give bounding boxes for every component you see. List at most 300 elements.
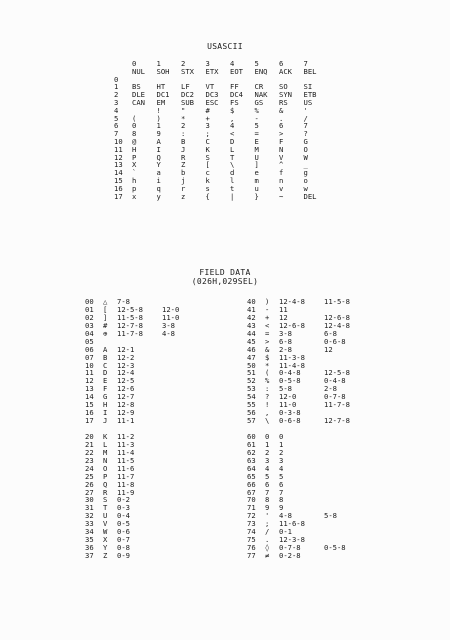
usascii-cell: B <box>181 136 186 146</box>
usascii-cell: z <box>181 191 186 201</box>
field-data-alt-punch <box>162 377 202 385</box>
field-data-code: 07 <box>85 352 94 362</box>
usascii-cell: BEL <box>303 66 317 76</box>
usascii-cell: 6 <box>279 121 284 131</box>
usascii-cell: h <box>132 175 137 185</box>
field-data-punch: 11-3-8 <box>279 352 305 362</box>
field-data-punch: 6 <box>279 479 284 489</box>
field-data-code: 43 <box>247 320 256 330</box>
field-data-code: 35 <box>85 535 94 545</box>
usascii-cell: J <box>181 144 186 154</box>
usascii-cell: v <box>279 183 284 193</box>
field-data-alt-punch: 0-4-8 <box>324 376 346 386</box>
field-data-right-column <box>247 298 364 560</box>
usascii-cell: m <box>254 175 259 185</box>
field-data-char: I <box>103 408 108 418</box>
field-data-punch: 4-8 <box>279 511 292 521</box>
field-data-punch: 5-8 <box>279 384 292 394</box>
usascii-cell: } <box>254 191 259 201</box>
field-data-char: N <box>103 455 108 465</box>
field-data-code: 47 <box>247 352 256 362</box>
usascii-cell: ETX <box>205 66 219 76</box>
usascii-cell: SUB <box>181 97 194 107</box>
usascii-cell: ACK <box>279 66 292 76</box>
field-data-punch: 12-4-8 <box>279 297 305 306</box>
field-data-code: 30 <box>85 495 94 505</box>
field-data-code: 70 <box>247 495 256 505</box>
usascii-cell: : <box>181 129 186 139</box>
field-data-char: U <box>103 511 108 521</box>
field-data-code: 57 <box>247 416 256 426</box>
usascii-cell: ( <box>132 113 137 123</box>
field-data-code: 60 <box>247 431 256 441</box>
field-data-char: \ <box>265 416 270 426</box>
field-data-char: W <box>103 527 108 537</box>
field-data-char: $ <box>265 352 270 362</box>
usascii-cell: @ <box>132 136 137 146</box>
field-data-punch: 11-2 <box>117 431 135 441</box>
field-data-char: E <box>103 376 108 386</box>
field-data-char: : <box>265 384 270 394</box>
usascii-cell: , <box>230 113 235 123</box>
field-data-char: J <box>103 416 108 426</box>
field-data-char: / <box>265 527 270 537</box>
usascii-cell: US <box>303 97 313 107</box>
field-data-alt-punch <box>324 520 364 528</box>
field-data-alt-punch <box>162 489 202 497</box>
field-data-punch: 12-5-8 <box>117 304 143 314</box>
field-data-char: 5 <box>265 471 270 481</box>
field-data-char: R <box>103 487 108 497</box>
field-data-code: 51 <box>247 368 256 378</box>
field-data-punch: 0-7 <box>117 535 130 545</box>
field-data-code: 20 <box>85 431 94 441</box>
usascii-cell: ' <box>303 105 308 115</box>
field-data-char: [ <box>103 304 108 314</box>
field-data-punch: 0-6 <box>117 527 130 537</box>
field-data-alt-punch <box>324 528 364 536</box>
field-data-code: 22 <box>85 447 94 457</box>
field-data-alt-punch <box>324 465 364 473</box>
usascii-cell: K <box>205 144 210 154</box>
field-data-code: 13 <box>85 384 94 394</box>
usascii-row <box>114 146 328 154</box>
field-data-char: Z <box>103 551 108 560</box>
field-data-char: = <box>265 328 270 338</box>
field-data-code: 27 <box>85 487 94 497</box>
field-data-char: O <box>103 463 108 473</box>
usascii-cell: i <box>156 175 161 185</box>
field-data-alt-punch <box>162 417 202 425</box>
field-data-punch: 12-3-8 <box>279 535 305 545</box>
usascii-cell: SOH <box>156 66 170 76</box>
usascii-column-header: 2 <box>181 59 186 68</box>
field-data-char: V <box>103 519 108 529</box>
usascii-cell: r <box>181 183 186 193</box>
usascii-row <box>114 68 328 76</box>
usascii-row <box>114 122 328 130</box>
field-data-punch: 0-3-8 <box>279 408 301 418</box>
usascii-cell: STX <box>181 66 194 76</box>
usascii-cell: V <box>279 152 284 162</box>
usascii-cell: Y <box>156 160 161 170</box>
usascii-cell: ~ <box>279 191 284 201</box>
field-data-alt-punch: 12-7-8 <box>324 416 350 426</box>
field-data-punch: 12-0 <box>279 392 297 402</box>
field-data-char: ) <box>265 297 270 306</box>
usascii-cell: RS <box>279 97 288 107</box>
usascii-row <box>114 169 328 177</box>
usascii-row <box>114 99 328 107</box>
field-data-alt-punch <box>162 393 202 401</box>
field-data-punch: 1 <box>279 439 284 449</box>
field-data-alt-punch <box>162 354 202 362</box>
field-data-punch: 9 <box>279 503 284 513</box>
usascii-header-row <box>114 60 328 68</box>
usascii-cell: ETB <box>303 90 317 100</box>
field-data-row <box>247 552 364 560</box>
usascii-cell: 0 <box>132 121 137 131</box>
field-data-char: T <box>103 503 108 513</box>
field-data-punch: 12-3 <box>117 360 135 370</box>
usascii-cell: 2 <box>181 121 186 131</box>
field-data-alt-punch <box>324 473 364 481</box>
field-data-char: ( <box>265 368 270 378</box>
usascii-cell: a <box>156 168 161 178</box>
field-data-char: 3 <box>265 455 270 465</box>
field-data-alt-punch <box>162 362 202 370</box>
field-data-code: 05 <box>85 336 94 346</box>
field-data-char: L <box>103 439 108 449</box>
field-data-char: ≠ <box>265 551 270 560</box>
field-data-code: 66 <box>247 479 256 489</box>
usascii-cell: NUL <box>132 66 145 76</box>
field-data-code: 40 <box>247 297 256 306</box>
usascii-cell: g <box>303 168 308 178</box>
field-data-code: 33 <box>85 519 94 529</box>
field-data-alt-punch <box>162 528 202 536</box>
field-data-alt-punch: 12-5-8 <box>324 368 350 378</box>
usascii-column-header: 6 <box>279 59 284 68</box>
field-data-alt-punch <box>162 465 202 473</box>
field-data-punch: 0-8 <box>117 543 130 553</box>
field-data-code: 21 <box>85 439 94 449</box>
field-data-alt-punch <box>162 401 202 409</box>
field-data-alt-punch <box>324 457 364 465</box>
field-data-code: 06 <box>85 344 94 354</box>
field-data-alt-punch: 0-7-8 <box>324 392 346 402</box>
usascii-cell: y <box>156 191 161 201</box>
usascii-cell: * <box>181 113 186 123</box>
field-data-code: 10 <box>85 360 94 370</box>
usascii-cell: j <box>181 175 186 185</box>
field-data-code: 61 <box>247 439 256 449</box>
field-data-alt-punch <box>324 441 364 449</box>
field-data-char: B <box>103 352 108 362</box>
usascii-row-label: 12 <box>114 152 123 162</box>
usascii-cell: w <box>303 183 308 193</box>
field-data-punch: 11-5 <box>117 455 135 465</box>
usascii-cell: VT <box>205 82 215 92</box>
usascii-cell: d <box>230 168 235 178</box>
field-data-punch: 3-8 <box>279 328 292 338</box>
field-data-char: < <box>265 320 270 330</box>
field-data-alt-punch: 12 <box>324 344 333 354</box>
usascii-cell: o <box>303 175 308 185</box>
usascii-cell: [ <box>205 160 210 170</box>
field-data-code: 16 <box>85 408 94 418</box>
field-data-code: 72 <box>247 511 256 521</box>
field-data-code: 73 <box>247 519 256 529</box>
field-data-punch: 0-7-8 <box>279 543 301 553</box>
usascii-row <box>114 76 328 84</box>
field-data-alt-punch <box>162 441 202 449</box>
usascii-cell: s <box>205 183 210 193</box>
field-data-alt-punch: 6-8 <box>324 328 337 338</box>
field-data-code: 64 <box>247 463 256 473</box>
usascii-cell: SYN <box>279 90 292 100</box>
field-data-title: FIELD DATA <box>199 268 251 277</box>
usascii-row-label: 15 <box>114 175 123 185</box>
usascii-cell: SO <box>279 82 288 92</box>
usascii-column-header: 4 <box>230 59 235 68</box>
usascii-cell: GS <box>254 97 264 107</box>
field-data-code: 53 <box>247 384 256 394</box>
field-data-code: 01 <box>85 304 94 314</box>
field-data-punch: 11-5-8 <box>117 312 143 322</box>
usascii-cell: FF <box>230 82 239 92</box>
usascii-column-header: 0 <box>132 59 137 68</box>
usascii-cell: EOT <box>230 66 243 76</box>
usascii-cell: F <box>279 136 284 146</box>
usascii-row-label: 6 <box>114 121 119 131</box>
field-data-code: 37 <box>85 551 94 560</box>
field-data-punch: 8 <box>279 495 284 505</box>
field-data-code: 11 <box>85 368 94 378</box>
usascii-cell: 1 <box>156 121 161 131</box>
field-data-code: 23 <box>85 455 94 465</box>
usascii-cell: p <box>132 183 137 193</box>
usascii-cell: . <box>279 113 284 123</box>
usascii-row-label: 0 <box>114 74 119 84</box>
field-data-char: . <box>265 535 270 545</box>
field-data-code: 15 <box>85 400 94 410</box>
field-data-code: 71 <box>247 503 256 513</box>
field-data-char: 8 <box>265 495 270 505</box>
field-data-punch: 12-2 <box>117 352 135 362</box>
usascii-row-label: 14 <box>114 168 123 178</box>
field-data-code: 63 <box>247 455 256 465</box>
field-data-char: # <box>103 320 108 330</box>
field-data-code: 55 <box>247 400 256 410</box>
field-data-char: 1 <box>265 439 270 449</box>
field-data-char: % <box>265 376 270 386</box>
usascii-cell: A <box>156 136 161 146</box>
usascii-cell: CAN <box>132 97 145 107</box>
usascii-cell: < <box>230 129 235 139</box>
usascii-row-label: 2 <box>114 90 119 100</box>
field-data-alt-punch: 5-8 <box>324 511 337 521</box>
field-data-alt-punch: 12-6-8 <box>324 312 350 322</box>
usascii-cell: BS <box>132 82 141 92</box>
field-data-alt-punch <box>162 369 202 377</box>
field-data-code: 74 <box>247 527 256 537</box>
usascii-row-label: 4 <box>114 105 119 115</box>
usascii-cell: # <box>205 105 210 115</box>
usascii-column-header: 3 <box>205 59 210 68</box>
field-data-punch: 12-7 <box>117 392 135 402</box>
field-data-alt-punch: 12-0 <box>162 304 180 314</box>
field-data-code: 17 <box>85 416 94 426</box>
field-data-alt-punch <box>162 385 202 393</box>
usascii-row <box>114 91 328 99</box>
usascii-cell: T <box>230 152 235 162</box>
field-data-char: S <box>103 495 108 505</box>
usascii-cell: & <box>279 105 284 115</box>
field-data-alt-punch <box>324 552 364 560</box>
field-data-punch: 0-2-8 <box>279 551 301 560</box>
field-data-char: ! <box>265 400 270 410</box>
field-data-alt-punch <box>162 536 202 544</box>
usascii-cell: + <box>205 113 210 123</box>
usascii-cell: HT <box>156 82 166 92</box>
field-data-alt-punch <box>324 489 364 497</box>
field-data-punch: 12-7-8 <box>117 320 143 330</box>
field-data-punch: 0-4 <box>117 511 130 521</box>
usascii-cell: 9 <box>156 129 161 139</box>
usascii-row <box>114 177 328 185</box>
field-data-alt-punch <box>162 496 202 504</box>
usascii-cell: 3 <box>205 121 210 131</box>
usascii-cell: X <box>132 160 137 170</box>
usascii-cell: G <box>303 136 308 146</box>
usascii-cell: 4 <box>230 121 235 131</box>
field-data-alt-punch <box>324 354 364 362</box>
usascii-cell: LF <box>181 82 190 92</box>
usascii-row <box>114 107 328 115</box>
usascii-cell: l <box>230 175 235 185</box>
field-data-code: 56 <box>247 408 256 418</box>
usascii-row <box>114 115 328 123</box>
field-data-alt-punch: 11-7-8 <box>324 400 350 410</box>
usascii-cell: W <box>303 152 308 162</box>
field-data-punch: 11-8 <box>117 479 135 489</box>
field-data-alt-punch <box>162 552 202 560</box>
usascii-cell: u <box>254 183 259 193</box>
usascii-cell: SI <box>303 82 313 92</box>
field-data-row <box>85 552 202 560</box>
field-data-code: 41 <box>247 304 256 314</box>
field-data-char: Y <box>103 543 108 553</box>
field-data-char: ' <box>265 511 270 521</box>
field-data-char: A <box>103 344 108 354</box>
usascii-cell: Z <box>181 160 186 170</box>
field-data-code: 03 <box>85 320 94 330</box>
field-data-alt-punch <box>162 346 202 354</box>
field-data-row <box>247 417 364 425</box>
usascii-cell: | <box>230 191 235 201</box>
usascii-cell: > <box>279 129 284 139</box>
usascii-cell: 7 <box>303 121 308 131</box>
field-data-alt-punch: 4-8 <box>162 328 175 338</box>
field-data-code: 34 <box>85 527 94 537</box>
field-data-code: 52 <box>247 376 256 386</box>
field-data-code: 24 <box>85 463 94 473</box>
field-data-punch: 12-1 <box>117 344 135 354</box>
usascii-cell: C <box>205 136 210 146</box>
usascii-cell: ; <box>205 129 210 139</box>
usascii-cell: S <box>205 152 210 162</box>
usascii-cell: E <box>254 136 259 146</box>
field-data-code: 45 <box>247 336 256 346</box>
field-data-alt-punch: 3-8 <box>162 320 175 330</box>
field-data-code: 46 <box>247 344 256 354</box>
field-data-punch: 0 <box>279 431 284 441</box>
usascii-cell: " <box>181 105 186 115</box>
usascii-column-header: 7 <box>303 59 308 68</box>
usascii-cell: f <box>279 168 284 178</box>
usascii-cell: P <box>132 152 137 162</box>
field-data-char: + <box>265 312 270 322</box>
usascii-cell: k <box>205 175 210 185</box>
field-data-char: F <box>103 384 108 394</box>
field-data-left-column <box>85 298 202 560</box>
field-data-code: 50 <box>247 360 256 370</box>
field-data-punch: 11-6 <box>117 463 135 473</box>
field-data-char: 0 <box>265 431 270 441</box>
usascii-cell: M <box>254 144 259 154</box>
usascii-row <box>114 130 328 138</box>
field-data-punch: 12 <box>279 312 288 322</box>
usascii-cell: L <box>230 144 235 154</box>
usascii-title: USASCII <box>207 42 243 51</box>
field-data-row <box>85 417 202 425</box>
field-data-code: 75 <box>247 535 256 545</box>
usascii-row-label: 7 <box>114 129 119 139</box>
usascii-cell: b <box>181 168 186 178</box>
field-data-alt-punch: 11-5-8 <box>324 297 350 306</box>
usascii-cell: R <box>181 152 186 162</box>
field-data-alt-punch <box>162 409 202 417</box>
field-data-char: 9 <box>265 503 270 513</box>
usascii-cell: DC2 <box>181 90 194 100</box>
field-data-code: 25 <box>85 471 94 481</box>
field-data-punch: 12-8 <box>117 400 135 410</box>
field-data-alt-punch <box>324 496 364 504</box>
field-data-code: 04 <box>85 328 94 338</box>
usascii-column-header: 5 <box>254 59 259 68</box>
field-data-alt-punch <box>324 449 364 457</box>
usascii-cell: ? <box>303 129 308 139</box>
field-data-char: X <box>103 535 108 545</box>
field-data-alt-punch <box>162 449 202 457</box>
usascii-cell: c <box>205 168 210 178</box>
field-data-punch: 0-1 <box>279 527 292 537</box>
usascii-row-label: 17 <box>114 191 123 201</box>
field-data-code: 65 <box>247 471 256 481</box>
usascii-cell: H <box>132 144 137 154</box>
usascii-cell: NAK <box>254 90 268 100</box>
field-data-alt-punch <box>162 457 202 465</box>
field-data-punch: 0-5-8 <box>279 376 301 386</box>
field-data-code: 26 <box>85 479 94 489</box>
field-data-char: - <box>265 304 270 314</box>
field-data-punch: 12-4 <box>117 368 135 378</box>
field-data-punch: 5 <box>279 471 284 481</box>
usascii-cell: ` <box>132 168 137 178</box>
usascii-cell: \ <box>230 160 235 170</box>
field-data-code: 00 <box>85 297 94 306</box>
